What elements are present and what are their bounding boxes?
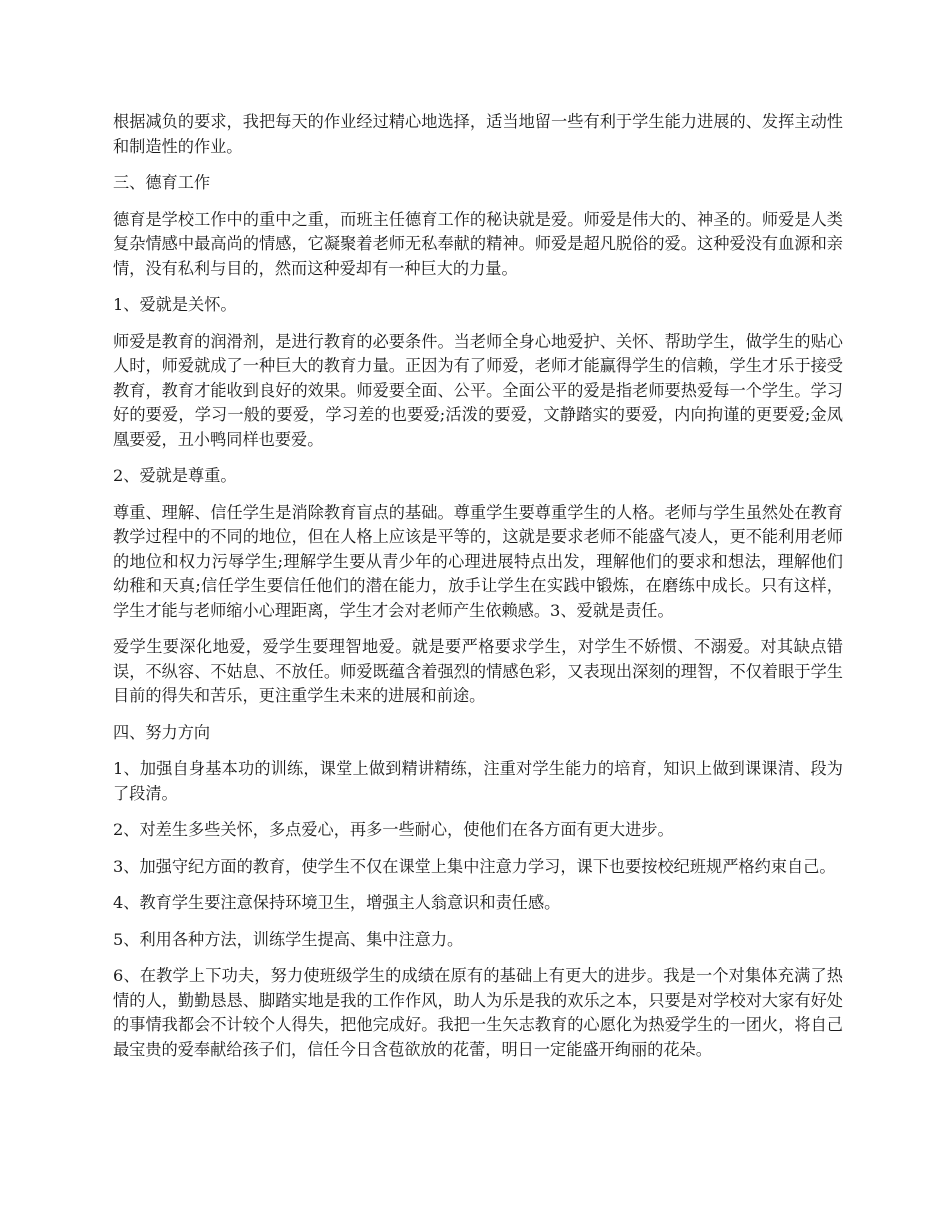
list-item-direction-4: 4、教育学生要注意保持环境卫生，增强主人翁意识和责任感。 <box>113 893 561 912</box>
list-item-direction-2: 2、对差生多些关怀，多点爱心，再多一些耐心，使他们在各方面有更大进步。 <box>113 820 674 839</box>
paragraph-moral-education: 德育是学校工作中的重中之重，而班主任德育工作的秘诀就是爱。师爱是伟大的、神圣的。师爱是人类复杂情感中最高尚的情感，它凝聚着老师无私奉献的精神。师爱是超凡脱俗的爱。这种爱没有血源和亲情，没有私利与目的，然而这种爱却有一种巨大的力量。 <box>113 209 843 278</box>
section-heading-directions: 四、努力方向 <box>113 722 211 742</box>
paragraph-love-is-care: 师爱是教育的润滑剂，是进行教育的必要条件。当老师全身心地爱护、关怀、帮助学生，做学生的贴心人时，师爱就成了一种巨大的教育力量。正因为有了师爱，老师才能赢得学生的信赖，学生才乐于接受教育，教育才能收到良好的效果。师爱要全面、公平。全面公平的爱是指老师要热爱每一个学生。学习好的要爱，学习一般的要爱，学习差的也要爱;活泼的要爱，文静踏实的要爱，内向拘谨的更要爱;金凤凰要爱，丑小鸭同样也要爱。 <box>113 331 843 449</box>
paragraph-love-is-responsibility: 爱学生要深化地爱，爱学生要理智地爱。就是要严格要求学生，对学生不娇惯、不溺爱。对其缺点错误，不纵容、不姑息、不放任。师爱既蕴含着强烈的情感色彩，又表现出深刻的理智，不仅着眼于学生目前的得失和苦乐，更注重学生未来的进展和前途。 <box>113 637 843 705</box>
subheading-love-is-care: 1、爱就是关怀。 <box>113 295 237 314</box>
paragraph-homework: 根据减负的要求，我把每天的作业经过精心地选择，适当地留一些有利于学生能力进展的、发挥主动性和制造性的作业。 <box>113 112 843 156</box>
section-heading-moral-education: 三、德育工作 <box>113 173 211 192</box>
subheading-love-is-respect: 2、爱就是尊重。 <box>113 466 237 485</box>
list-item-direction-5: 5、利用各种方法，训练学生提高、集中注意力。 <box>113 929 464 949</box>
list-item-direction-1: 1、加强自身基本功的训练，课堂上做到精讲精练，注重对学生能力的培育，知识上做到课课清、段为了段清。 <box>113 759 843 803</box>
list-item-direction-3: 3、加强守纪方面的教育，使学生不仅在课堂上集中注意力学习，课下也要按校纪班规严格约束自己。 <box>113 856 836 876</box>
list-item-direction-6: 6、在教学上下功夫，努力使班级学生的成绩在原有的基础上有更大的进步。我是一个对集体充满了热情的人，勤勤恳恳、脚踏实地是我的工作作风，助人为乐是我的欢乐之本，只要是对学校对大家有好处的事情我都会不计较个人得失，把他完成好。我把一生矢志教育的心愿化为热爱学生的一团火，将自己最宝贵的爱奉献给孩子们，信任今日含苞欲放的花蕾，明日一定能盛开绚丽的花朵。 <box>113 966 843 1059</box>
document-page <box>113 110 843 1074</box>
paragraph-love-is-respect: 尊重、理解、信任学生是消除教育盲点的基础。尊重学生要尊重学生的人格。老师与学生虽然处在教育教学过程中的不同的地位，但在人格上应该是平等的，这就是要求老师不能盛气凌人，更不能利用老师的地位和权力污辱学生;理解学生要从青少年的心理进展特点出发，理解他们的要求和想法，理解他们幼稚和天真;信任学生要信任他们的潜在能力，放手让学生在实践中锻炼，在磨练中成长。只有这样，学生才能与老师缩小心理距离，学生才会对老师产生依赖感。3、爱就是责任。 <box>113 502 843 620</box>
